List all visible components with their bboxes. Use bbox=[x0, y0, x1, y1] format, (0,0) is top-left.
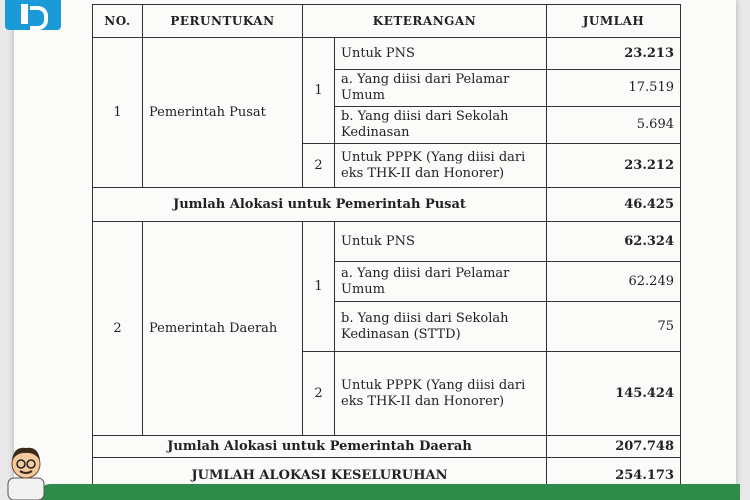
jumlah-cell: 145.424 bbox=[547, 352, 681, 436]
footer-band bbox=[40, 484, 740, 500]
grand-total-value: 254.173 bbox=[547, 458, 681, 494]
sub-no: 1 bbox=[303, 38, 335, 144]
subtotal-row bbox=[93, 436, 681, 458]
header-no: NO. bbox=[93, 5, 143, 38]
row-peruntukan: Pemerintah Daerah bbox=[143, 222, 303, 436]
keterangan-cell: a. Yang diisi dari Pelamar Umum bbox=[335, 262, 547, 302]
row-no: 1 bbox=[93, 38, 143, 188]
subtotal-label: Jumlah Alokasi untuk Pemerintah Pusat bbox=[93, 188, 547, 222]
table-row bbox=[93, 38, 681, 70]
row-no: 2 bbox=[93, 222, 143, 436]
subtotal-label: Jumlah Alokasi untuk Pemerintah Daerah bbox=[93, 436, 547, 458]
keterangan-cell: a. Yang diisi dari Pelamar Umum bbox=[335, 70, 547, 107]
subtotal-row bbox=[93, 188, 681, 222]
subtotal-value: 46.425 bbox=[547, 188, 681, 222]
brand-logo bbox=[5, 0, 61, 30]
jumlah-cell: 75 bbox=[547, 302, 681, 352]
jumlah-cell: 17.519 bbox=[547, 70, 681, 107]
header-jumlah: JUMLAH bbox=[547, 5, 681, 38]
keterangan-cell: Untuk PNS bbox=[335, 38, 547, 70]
keterangan-cell: b. Yang diisi dari Sekolah Kedinasan bbox=[335, 107, 547, 144]
table-header-row bbox=[93, 5, 681, 38]
sub-no: 1 bbox=[303, 222, 335, 352]
keterangan-cell: b. Yang diisi dari Sekolah Kedinasan (STTD) bbox=[335, 302, 547, 352]
jumlah-cell: 23.213 bbox=[547, 38, 681, 70]
grand-total-label: JUMLAH ALOKASI KESELURUHAN bbox=[93, 458, 547, 494]
jumlah-cell: 23.212 bbox=[547, 144, 681, 188]
sub-no: 2 bbox=[303, 144, 335, 188]
row-peruntukan: Pemerintah Pusat bbox=[143, 38, 303, 188]
keterangan-cell: Untuk PPPK (Yang diisi dari eks THK-II dan Honorer) bbox=[335, 352, 547, 436]
header-keterangan: KETERANGAN bbox=[303, 5, 547, 38]
table-row bbox=[93, 222, 681, 262]
allocation-table bbox=[92, 4, 681, 494]
jumlah-cell: 62.249 bbox=[547, 262, 681, 302]
jumlah-cell: 62.324 bbox=[547, 222, 681, 262]
sub-no: 2 bbox=[303, 352, 335, 436]
keterangan-cell: Untuk PPPK (Yang diisi dari eks THK-II dan Honorer) bbox=[335, 144, 547, 188]
mascot-icon bbox=[0, 440, 60, 500]
jumlah-cell: 5.694 bbox=[547, 107, 681, 144]
keterangan-cell: Untuk PNS bbox=[335, 222, 547, 262]
header-peruntukan: PERUNTUKAN bbox=[143, 5, 303, 38]
subtotal-value: 207.748 bbox=[547, 436, 681, 458]
